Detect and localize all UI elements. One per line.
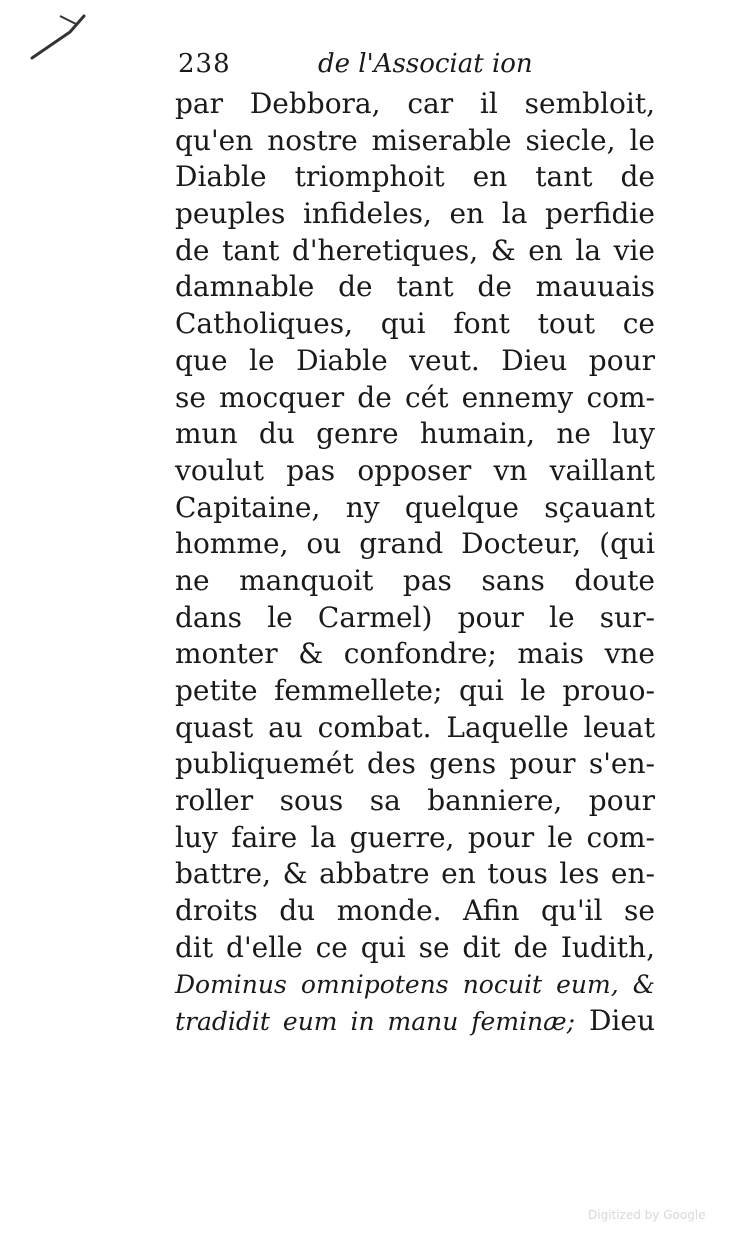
text-line: Catholiques, qui font tout ce	[175, 307, 655, 341]
latin-quote-line-final	[175, 1003, 655, 1040]
ink-stroke-mark	[30, 12, 90, 62]
watermark: Digitized by Google	[588, 1208, 706, 1222]
page-header	[172, 44, 552, 84]
text-line: homme, ou grand Docteur, (qui	[175, 527, 655, 561]
text-line: dit d'elle ce qui se dit de Iudith,	[175, 930, 655, 964]
text-line: damnable de tant de mauuais	[175, 270, 655, 304]
running-title: de l'Associat ion	[318, 49, 533, 79]
text-line: voulut pas opposer vn vaillant	[175, 453, 655, 487]
text-line: peuples infideles, en la perfidie	[175, 197, 655, 231]
text-line: roller sous sa banniere, pour	[175, 784, 655, 818]
text-line: par Debbora, car il sembloit,	[175, 87, 655, 120]
page-number: 238	[178, 49, 231, 79]
catchword: Dieu	[588, 1004, 655, 1038]
text-line: petite femmellete; qui le prouo-	[175, 674, 655, 707]
text-line: droits du monde. Afin qu'il se	[175, 894, 655, 928]
text-line: ne manquoit pas sans doute	[175, 563, 655, 597]
text-line: de tant d'heretiques, & en la vie	[175, 233, 655, 267]
text-line: que le Diable veut. Dieu pour	[175, 343, 655, 377]
text-line: publiquemét des gens pour s'en-	[175, 747, 655, 781]
body-text	[175, 86, 655, 1040]
latin-quote-text: tradidit eum in manu feminæ;	[175, 1007, 576, 1037]
text-line: quast au combat. Laquelle leuat	[175, 710, 655, 744]
text-line: monter & confondre; mais vne	[175, 637, 655, 671]
text-line: dans le Carmel) pour le sur-	[175, 600, 655, 634]
text-line: battre, & abbatre en tous les en-	[175, 857, 655, 891]
text-line: Capitaine, ny quelque sçauant	[175, 490, 655, 524]
text-line: qu'en nostre miserable siecle, le	[175, 123, 655, 157]
text-line: luy faire la guerre, pour le com-	[175, 820, 655, 854]
text-line: Diable triomphoit en tant de	[175, 160, 655, 194]
text-line: se mocquer de cét ennemy com-	[175, 380, 655, 414]
text-line: mun du genre humain, ne luy	[175, 417, 655, 451]
latin-quote-line: Dominus omnipotens nocuit eum, &	[175, 969, 655, 999]
